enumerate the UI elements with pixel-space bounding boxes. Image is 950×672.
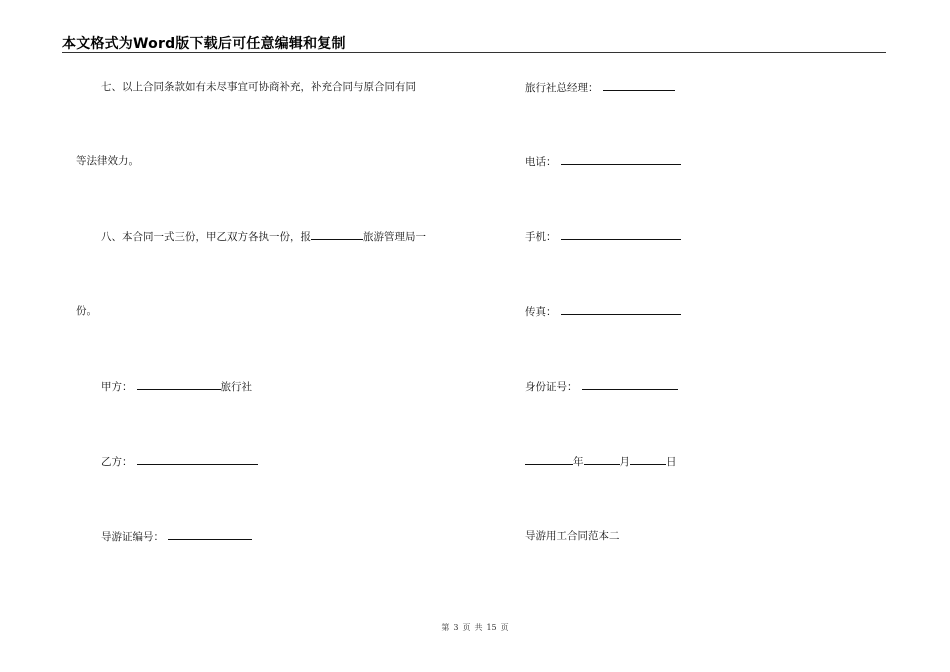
- manager-line: [525, 80, 675, 95]
- document-header-title: 本文格式为Word版下载后可任意编辑和复制: [62, 36, 346, 52]
- clause-8-text-post: 旅游管理局一: [363, 231, 426, 243]
- party-b-line: [101, 454, 258, 469]
- fax-label: 传真：: [525, 306, 557, 318]
- header-divider: [62, 52, 886, 53]
- year-blank[interactable]: [525, 454, 573, 465]
- id-number-line: [525, 379, 678, 394]
- tourism-bureau-blank[interactable]: [311, 229, 363, 240]
- clause-7-continuation: [76, 154, 139, 168]
- clause-7-text: 七、以上合同条款如有未尽事宜可协商补充，补充合同与原合同有同: [101, 81, 416, 93]
- party-a-blank[interactable]: [137, 379, 221, 390]
- guide-number-label: 导游证编号：: [101, 531, 164, 543]
- guide-number-blank[interactable]: [168, 529, 252, 540]
- footer-page-unit: 页: [462, 623, 471, 632]
- party-b-label: 乙方：: [101, 456, 133, 468]
- party-a-label: 甲方：: [101, 381, 133, 393]
- day-blank[interactable]: [630, 454, 666, 465]
- manager-blank[interactable]: [603, 80, 675, 91]
- month-blank[interactable]: [584, 454, 620, 465]
- phone-blank[interactable]: [561, 154, 681, 165]
- clause-7-cont-text: 等法律效力。: [76, 155, 139, 167]
- id-number-label: 身份证号：: [525, 381, 578, 393]
- footer-total-pages: 15: [486, 623, 497, 632]
- party-a-line: [101, 379, 252, 394]
- next-section-title-text: 导游用工合同范本二: [525, 530, 620, 542]
- party-a-suffix: 旅行社: [220, 381, 252, 393]
- footer-total-prefix: 共: [474, 623, 483, 632]
- manager-label: 旅行社总经理：: [525, 82, 599, 94]
- fax-blank[interactable]: [561, 304, 681, 315]
- clause-7-line: [101, 80, 416, 94]
- date-line: [525, 454, 677, 469]
- mobile-blank[interactable]: [561, 229, 681, 240]
- clause-8-cont-text: 份。: [76, 305, 97, 317]
- clause-8-line: [101, 229, 426, 244]
- page-footer: [0, 622, 950, 633]
- guide-number-line: [101, 529, 252, 544]
- footer-prefix: 第: [441, 623, 450, 632]
- year-label: 年: [573, 456, 584, 468]
- month-label: 月: [619, 456, 630, 468]
- fax-line: [525, 304, 681, 319]
- phone-line: [525, 154, 681, 169]
- mobile-line: [525, 229, 681, 244]
- clause-8-text-pre: 八、本合同一式三份，甲乙双方各执一份，报: [101, 231, 311, 243]
- footer-page-number: 3: [453, 623, 459, 632]
- clause-8-continuation: [76, 304, 97, 318]
- mobile-label: 手机：: [525, 231, 557, 243]
- next-section-title: [525, 529, 620, 543]
- footer-total-unit: 页: [500, 623, 509, 632]
- party-b-blank[interactable]: [137, 454, 258, 465]
- day-label: 日: [666, 456, 677, 468]
- phone-label: 电话：: [525, 156, 557, 168]
- id-number-blank[interactable]: [582, 379, 678, 390]
